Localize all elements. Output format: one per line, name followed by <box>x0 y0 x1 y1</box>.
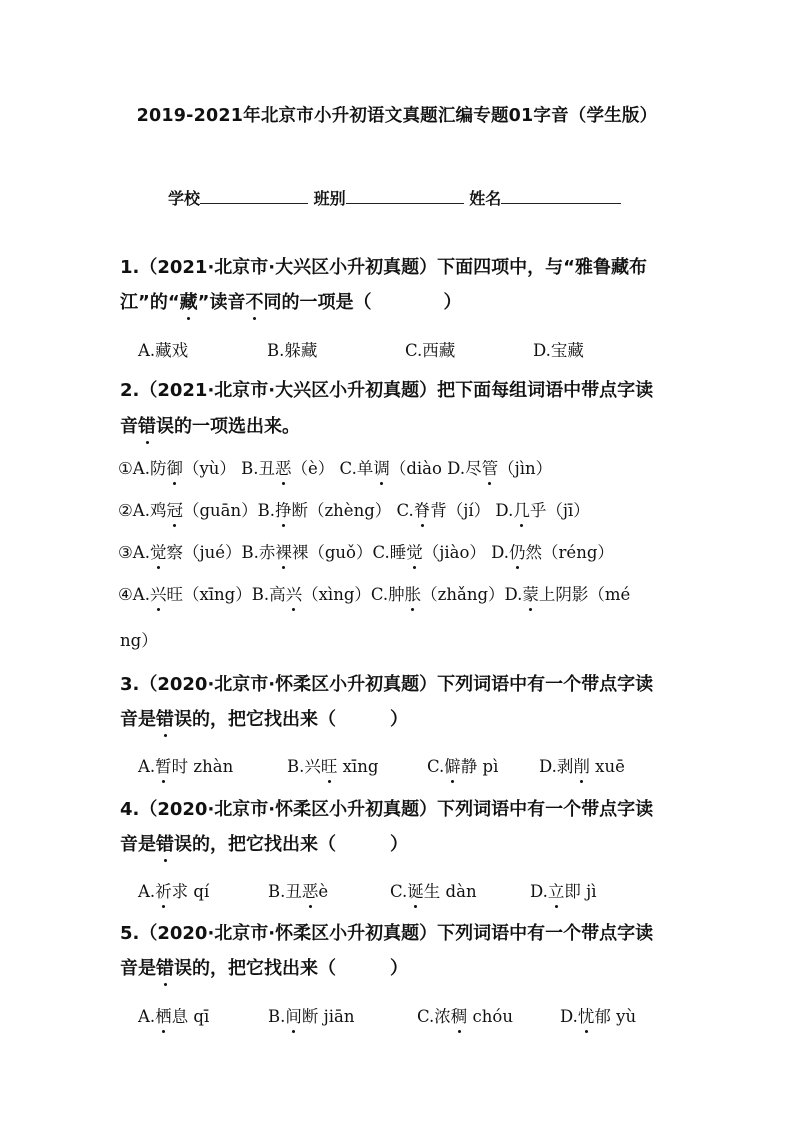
dotted-char: 立 <box>548 878 565 902</box>
page-title: 2019-2021年北京市小升初语文真题汇编专题01字音（学生版） <box>136 106 658 126</box>
text-segment: 误的，把它找出来（ ） <box>174 834 408 855</box>
text-segment: 乎（jī） <box>529 501 590 520</box>
text-segment: 背（jí） D. <box>430 501 514 520</box>
dotted-char: 管 <box>482 455 499 479</box>
q1-option-b[interactable]: B.躲藏 <box>267 341 318 360</box>
q1-option-d[interactable]: D.宝藏 <box>533 341 584 360</box>
text-segment: 郁 yù <box>594 1007 637 1026</box>
text-segment: D. <box>530 882 548 901</box>
q2-text: 误的一项选出来。 <box>156 416 300 437</box>
q3-option-a[interactable] <box>138 753 233 777</box>
text-segment: （yù） B.丑 <box>182 459 276 478</box>
q5-option-a[interactable] <box>138 1003 209 1027</box>
dotted-char: 不 <box>246 288 264 314</box>
text-segment: 即 jì <box>564 882 597 901</box>
name-label: 姓名 <box>469 189 502 208</box>
text-segment: C. <box>390 882 408 901</box>
text-segment: 求 qí <box>171 882 210 901</box>
q2-row-2[interactable] <box>118 497 590 521</box>
q1-text: ”读音 <box>197 292 246 313</box>
dotted-char: 错 <box>138 412 156 438</box>
q1-option-a[interactable]: A.藏戏 <box>138 341 189 360</box>
q3-option-d[interactable] <box>539 753 625 777</box>
q3-option-c[interactable] <box>427 753 498 777</box>
text-segment: A. <box>138 1007 156 1026</box>
q2-row-1[interactable] <box>118 455 552 479</box>
text-segment: B.兴 <box>287 757 321 776</box>
dotted-char: 裸 <box>275 539 292 563</box>
q3-stem-line2 <box>120 705 408 731</box>
class-blank[interactable] <box>346 189 464 204</box>
dotted-char: 稠 <box>451 1003 468 1027</box>
dotted-char: 兴 <box>286 581 303 605</box>
text-segment: （guān）B. <box>182 501 275 520</box>
dotted-char: 挣 <box>275 497 292 521</box>
text-segment: （xìng）C.肿 <box>302 585 405 604</box>
text-segment: 误的，把它找出来（ ） <box>174 958 408 979</box>
text-segment: xīng <box>337 757 379 776</box>
q4-option-c[interactable] <box>390 878 477 902</box>
dotted-char: 仍 <box>509 539 526 563</box>
text-segment: 音是 <box>120 958 156 979</box>
dotted-char: 错 <box>156 954 174 980</box>
dotted-char: 祈 <box>155 878 172 902</box>
q5-option-d[interactable] <box>560 1003 636 1027</box>
dotted-char: 蒙 <box>522 581 539 605</box>
q2-text: 音 <box>120 416 138 437</box>
dotted-char: 御 <box>166 455 183 479</box>
q4-option-a[interactable] <box>138 878 209 902</box>
q3-stem-line1: 3.（2020·北京市·怀柔区小升初真题）下列词语中有一个带点字读 <box>120 674 654 695</box>
dotted-char: 觉 <box>150 539 167 563</box>
class-label: 班别 <box>313 189 346 208</box>
text-segment: D.剥 <box>539 757 574 776</box>
dotted-char: 恶 <box>302 878 319 902</box>
text-segment: 裸（guǒ）C.睡 <box>291 543 407 562</box>
q5-option-b[interactable] <box>268 1003 354 1027</box>
dotted-char: 冠 <box>166 497 183 521</box>
text-segment: （diào D.尽 <box>389 459 482 478</box>
q5-option-c[interactable] <box>417 1003 513 1027</box>
q2-row-4-continued: ng） <box>120 631 158 650</box>
q1-text: 同的一项是（ ） <box>263 292 462 313</box>
text-segment: A. <box>138 882 156 901</box>
text-segment: （jìn） <box>498 459 553 478</box>
dotted-char: 削 <box>573 753 590 777</box>
text-segment: 旺（xīng）B.高 <box>166 585 286 604</box>
text-segment: 察（jué）B.赤 <box>166 543 276 562</box>
text-segment: C.浓 <box>417 1007 451 1026</box>
dotted-char: 脊 <box>414 497 431 521</box>
dotted-char: 错 <box>156 705 174 731</box>
q4-option-d[interactable] <box>530 878 597 902</box>
dotted-char: 僻 <box>444 753 461 777</box>
dotted-char: 调 <box>373 455 390 479</box>
text-segment: D. <box>560 1007 578 1026</box>
dotted-char: 藏 <box>180 288 198 314</box>
text-segment: 息 qī <box>171 1007 210 1026</box>
q2-row-4[interactable] <box>118 581 630 605</box>
dotted-char: 几 <box>513 497 530 521</box>
dotted-char: 觉 <box>406 539 423 563</box>
text-segment: 时 zhàn <box>171 757 234 776</box>
q4-stem-line2 <box>120 830 408 856</box>
school-blank[interactable] <box>200 189 308 204</box>
dotted-char: 忧 <box>578 1003 595 1027</box>
dotted-char: 恶 <box>275 455 292 479</box>
text-segment: B. <box>268 1007 286 1026</box>
dotted-char: 旺 <box>321 753 338 777</box>
dotted-char: 暂 <box>155 753 172 777</box>
text-segment: B.丑 <box>268 882 302 901</box>
dotted-char: 兴 <box>150 581 167 605</box>
q3-option-b[interactable] <box>287 753 378 777</box>
q1-text: 江”的“ <box>120 292 180 313</box>
q5-stem-line2 <box>120 954 408 980</box>
name-blank[interactable] <box>501 189 621 204</box>
text-segment: ②A.鸡 <box>118 501 167 520</box>
text-segment: 然（réng） <box>525 543 614 562</box>
school-label: 学校 <box>168 189 201 208</box>
dotted-char: 间 <box>285 1003 302 1027</box>
text-segment: 误的，把它找出来（ ） <box>174 709 408 730</box>
text-segment: 断（zhèng） C. <box>291 501 414 520</box>
text-segment: 断 jiān <box>301 1007 355 1026</box>
dotted-char: 诞 <box>407 878 424 902</box>
text-segment: ④A. <box>118 585 150 604</box>
text-segment: （zhǎng）D. <box>421 585 523 604</box>
text-segment: è <box>318 882 329 901</box>
text-segment: 音是 <box>120 709 156 730</box>
dotted-char: 栖 <box>155 1003 172 1027</box>
q4-stem-line1: 4.（2020·北京市·怀柔区小升初真题）下列词语中有一个带点字读 <box>120 799 654 820</box>
dotted-char: 胀 <box>405 581 422 605</box>
text-segment: （jiào） D. <box>422 543 510 562</box>
q1-stem-line2 <box>120 288 462 314</box>
q5-stem-line1: 5.（2020·北京市·怀柔区小升初真题）下列词语中有一个带点字读 <box>120 923 654 944</box>
text-segment: 音是 <box>120 834 156 855</box>
text-segment: 静 pì <box>460 757 499 776</box>
q2-stem-line1: 2.（2021·北京市·大兴区小升初真题）把下面每组词语中带点字读 <box>120 380 654 401</box>
q2-stem-line2 <box>120 412 300 438</box>
text-segment: 生 dàn <box>423 882 477 901</box>
text-segment: 上阴影（mé <box>538 585 631 604</box>
text-segment: chóu <box>467 1007 513 1026</box>
text-segment: ③A. <box>118 543 150 562</box>
q4-option-b[interactable] <box>268 878 328 902</box>
text-segment: A. <box>138 757 156 776</box>
q2-row-3[interactable] <box>118 539 614 563</box>
text-segment: （è） C.单 <box>291 459 374 478</box>
student-info-line <box>168 186 621 209</box>
dotted-char: 错 <box>156 830 174 856</box>
q1-option-c[interactable]: C.西藏 <box>405 341 456 360</box>
q1-stem-line1: 1.（2021·北京市·大兴区小升初真题）下面四项中，与“雅鲁藏布 <box>120 257 647 278</box>
text-segment: C. <box>427 757 445 776</box>
text-segment: ①A.防 <box>118 459 167 478</box>
text-segment: xuē <box>589 757 625 776</box>
